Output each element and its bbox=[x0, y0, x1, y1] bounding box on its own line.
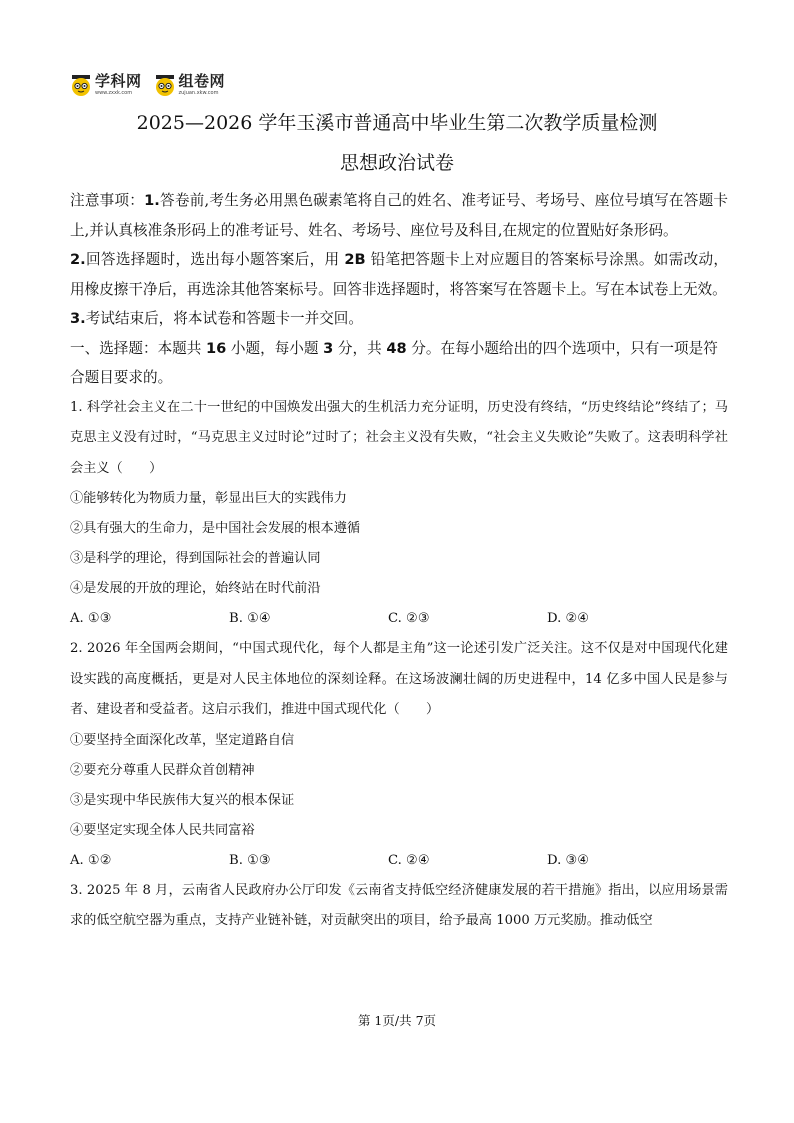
notice-item-3 bbox=[70, 304, 728, 334]
logo-url: www.zxxk.com bbox=[95, 90, 133, 96]
answer-choice-b[interactable]: B. ①④ bbox=[229, 611, 271, 626]
notice-item-text: 铅笔把答题卡上对应题目的答案标号涂黑。如需改动，用橡皮擦干净后，再选涂其他答案标号。回答非选择题时，将答案写在答题卡上。写在本试卷上无效。 bbox=[70, 251, 728, 298]
answer-choice-c[interactable]: C. ②③ bbox=[388, 611, 430, 626]
logo-name: 学科网 bbox=[95, 72, 142, 90]
notice-item-text: 答卷前,考生务必用黑色碳素笔将自己的姓名、准考证号、考场号、座位号填写在答题卡上,并认真核准条形码上的准考证号、姓名、考场号、座位号及科目,在规定的位置贴好条形码。 bbox=[70, 192, 728, 239]
exam-subtitle: 思想政治试卷 bbox=[339, 152, 454, 174]
page-footer: 第 1页/共 7页 bbox=[357, 1013, 437, 1028]
notice-item-number: 1. bbox=[144, 192, 160, 209]
answer-choices bbox=[70, 604, 728, 634]
section-text: 小题，每小题 bbox=[226, 339, 324, 357]
notice-label: 注意事项： bbox=[70, 192, 145, 209]
answer-choice-d[interactable]: D. ③④ bbox=[547, 852, 590, 868]
question-option: ③是科学的理论，得到国际社会的普遍认同 bbox=[70, 551, 321, 566]
answer-choice-a[interactable]: A. ①② bbox=[70, 852, 112, 868]
pencil-grade: 2B bbox=[344, 251, 366, 268]
owl-face-icon bbox=[70, 74, 92, 96]
total-points: 48 bbox=[386, 339, 407, 357]
logo-url: zujuan.xkw.com bbox=[178, 90, 219, 96]
notice-item-number: 2. bbox=[70, 251, 86, 268]
zxxk-logo[interactable] bbox=[70, 74, 142, 96]
notice-item-2 bbox=[70, 245, 728, 304]
question-option: ③是实现中华民族伟大复兴的根本保证 bbox=[70, 792, 295, 808]
notice-item-text: 考试结束后，将本试卷和答题卡一并交回。 bbox=[85, 310, 363, 327]
question-stem: 3. 2025 年 8 月，云南省人民政府办公厅印发《云南省支持低空经济健康发展的若干措施》指出，以应用场景需求的低空航空器为重点，支持产业链补链，对贡献突出的项目，给予最高 1000 万元奖励。推动低空 bbox=[70, 882, 728, 928]
notice-item-1 bbox=[70, 186, 728, 245]
exam-title: 2025—2026 学年玉溪市普通高中毕业生第二次教学质量检测 bbox=[136, 112, 658, 134]
exam-content bbox=[70, 186, 728, 937]
question-stem: 1. 科学社会主义在二十一世纪的中国焕发出强大的生机活力充分证明，历史没有终结，“历史终结论”终结了；马克思主义没有过时，“马克思主义过时论”过时了；社会主义没有失败，“社会主义失败论”失败了。这表明科学社会主义（ ） bbox=[70, 399, 728, 476]
question-option: ①要坚持全面深化改革，坚定道路自信 bbox=[70, 732, 295, 748]
answer-choices bbox=[70, 846, 728, 876]
points-per-question: 3 bbox=[323, 339, 334, 357]
section-text: 分，共 bbox=[333, 339, 387, 357]
question-stem: 2. 2026 年全国两会期间，“中国式现代化，每个人都是主角”这一论述引发广泛关注。这不仅是对中国现代化建设实践的高度概括，更是对人民主体地位的深刻诠释。在这场波澜壮阔的历史进程中，14 亿多中国人民是参与者、建设者和受益者。这启示我们，推进中国式现代化（ ） bbox=[70, 641, 728, 717]
question-option: ④是发展的开放的理论，始终站在时代前沿 bbox=[70, 581, 321, 596]
question-option: ②具有强大的生命力，是中国社会发展的根本遵循 bbox=[70, 521, 361, 536]
answer-choice-d[interactable]: D. ②④ bbox=[547, 611, 590, 626]
zujuan-logo[interactable] bbox=[154, 74, 226, 96]
question-count: 16 bbox=[205, 339, 227, 357]
answer-choice-b[interactable]: B. ①③ bbox=[229, 852, 271, 868]
owl-face-icon bbox=[154, 74, 176, 96]
section-text: 一、选择题：本题共 bbox=[70, 339, 206, 357]
notice-item-text: 回答选择题时，选出每小题答案后，用 bbox=[85, 251, 345, 268]
notice-item-number: 3. bbox=[70, 310, 86, 327]
section-heading bbox=[70, 334, 728, 393]
question-option: ②要充分尊重人民群众首创精神 bbox=[70, 762, 255, 778]
section-text: 分。在每小题给出的四个选项中，只有一项是符合题目要求的。 bbox=[70, 339, 718, 386]
answer-choice-c[interactable]: C. ②④ bbox=[388, 852, 430, 868]
answer-choice-a[interactable]: A. ①③ bbox=[70, 611, 112, 626]
logo-name: 组卷网 bbox=[178, 72, 226, 90]
question-option: ①能够转化为物质力量，彰显出巨大的实践伟力 bbox=[70, 491, 347, 506]
header-logos bbox=[70, 72, 237, 98]
question-option: ④要坚定实现全体人民共同富裕 bbox=[70, 822, 255, 838]
